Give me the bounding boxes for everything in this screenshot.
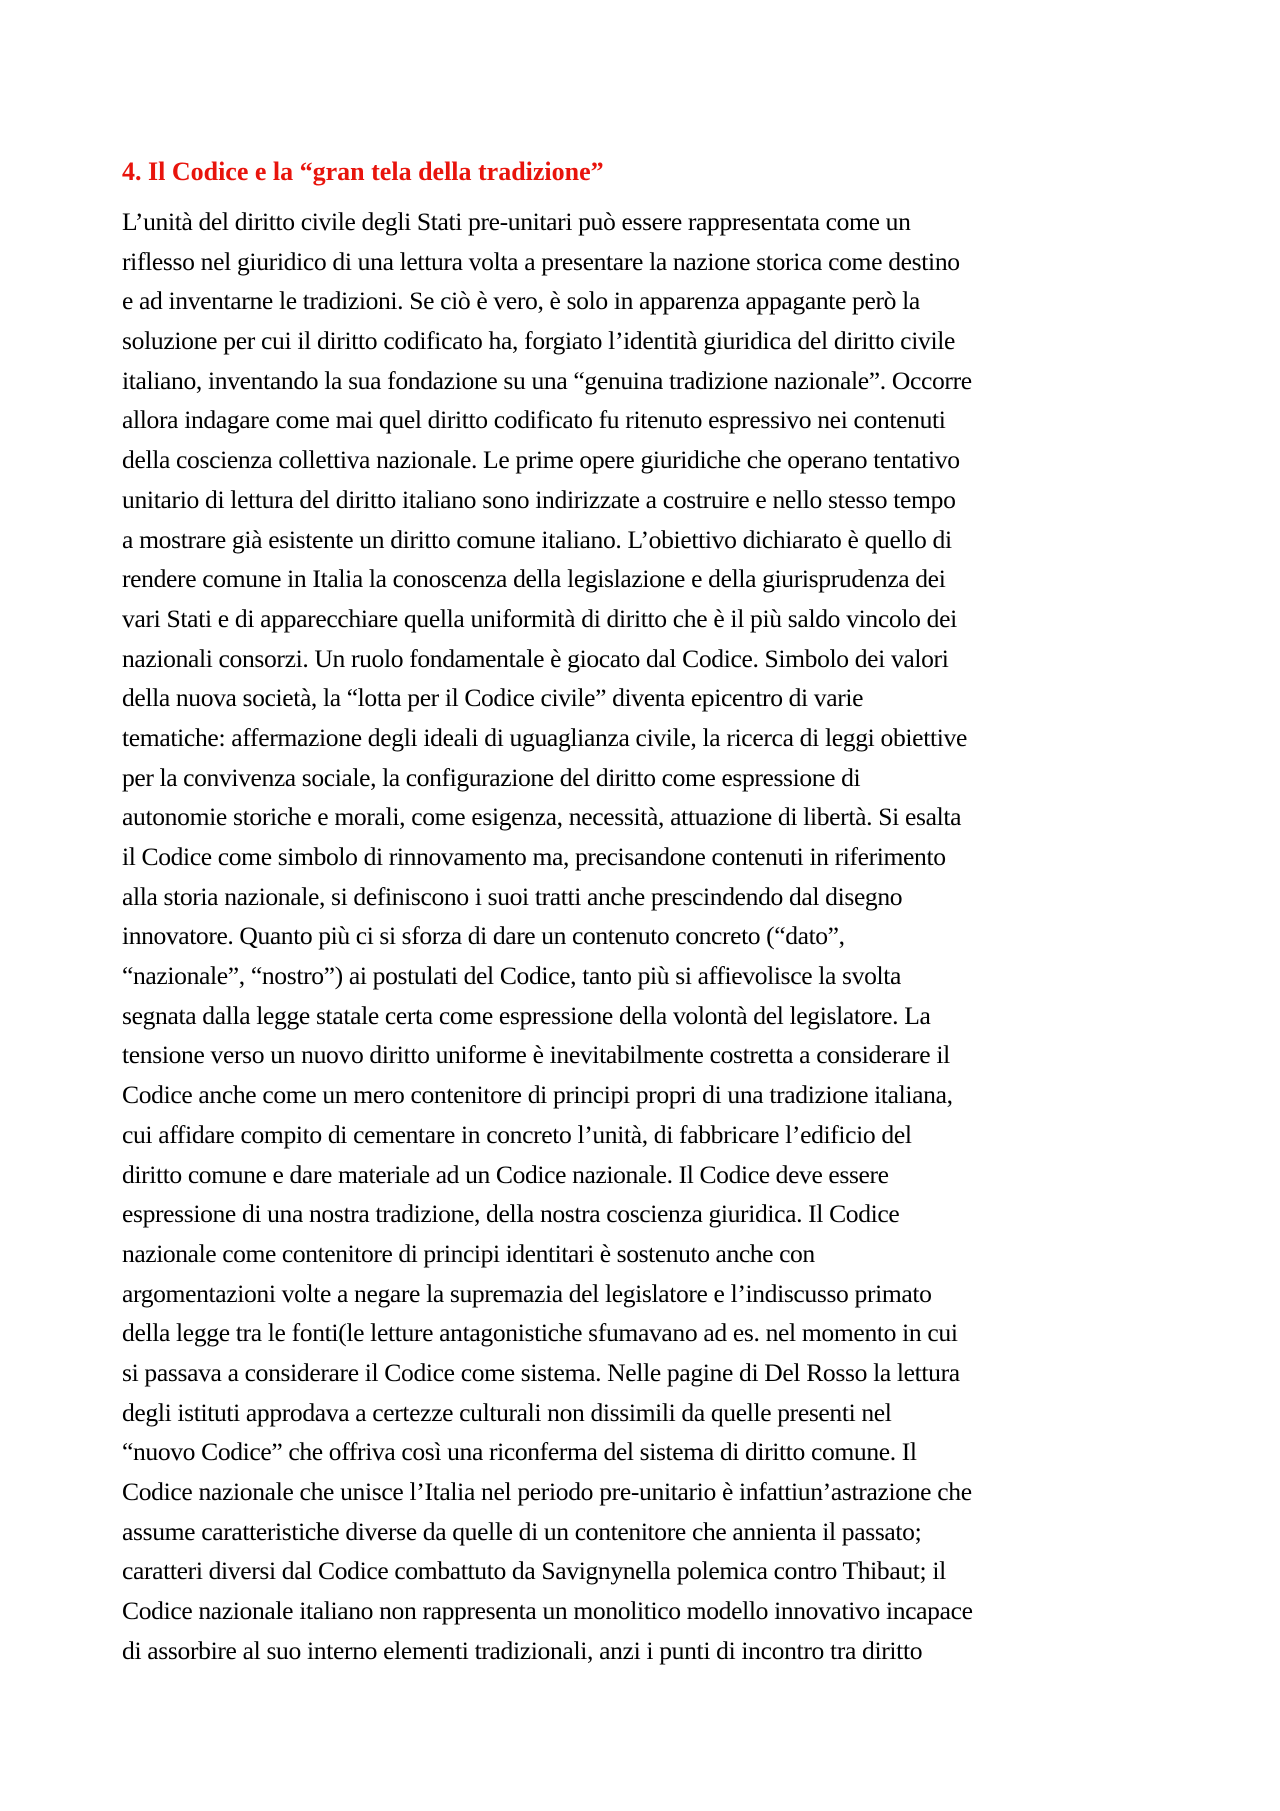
text-line: italiano, inventando la sua fondazione su una “genuina tradizione nazionale”. Occorre (122, 365, 972, 395)
text-line: a mostrare già esistente un diritto comune italiano. L’obiettivo dichiarato è quello di (122, 524, 952, 554)
text-line: argomentazioni volte a negare la supremazia del legislatore e l’indiscusso primato (122, 1278, 932, 1308)
text-line: nazionale come contenitore di principi identitari è sostenuto anche con (122, 1238, 815, 1268)
text-line: espressione di una nostra tradizione, della nostra coscienza giuridica. Il Codice (122, 1199, 900, 1229)
text-line: soluzione per cui il diritto codificato ha, forgiato l’identità giuridica del diritto civile (122, 326, 956, 356)
text-line: autonomie storiche e morali, come esigenza, necessità, attuazione di libertà. Si esalta (122, 802, 962, 832)
text-line: L’unità del diritto civile degli Stati pre-unitari può essere rappresentata come un (122, 207, 911, 236)
text-line: unitario di lettura del diritto italiano sono indirizzate a costruire e nello stesso tempo (122, 484, 956, 514)
text-line: “nuovo Codice” che offriva così una riconferma del sistema di diritto comune. Il (122, 1437, 917, 1467)
text-line: Codice nazionale italiano non rappresenta un monolitico modello innovativo incapace (122, 1596, 973, 1626)
body-paragraph (122, 202, 1182, 1670)
text-line: di assorbire al suo interno elementi tradizionali, anzi i punti di incontro tra diritto (122, 1635, 923, 1665)
text-line: nazionali consorzi. Un ruolo fondamentale è giocato dal Codice. Simbolo dei valori (122, 643, 949, 673)
section-heading: 4. Il Codice e la “gran tela della tradizione” (122, 157, 604, 186)
text-line: tensione verso un nuovo diritto uniforme è inevitabilmente costretta a considerare il (122, 1040, 950, 1070)
text-line: “nazionale”, “nostro”) ai postulati del Codice, tanto più si affievolisce la svolta (122, 961, 902, 991)
text-line: della coscienza collettiva nazionale. Le prime opere giuridiche che operano tentativo (122, 445, 960, 475)
text-line: si passava a considerare il Codice come sistema. Nelle pagine di Del Rosso la lettura (122, 1357, 960, 1387)
text-line: caratteri diversi dal Codice combattuto da Savignynella polemica contro Thibaut; il (122, 1556, 946, 1586)
text-line: innovatore. Quanto più ci si sforza di dare un contenuto concreto (“dato”, (122, 921, 845, 951)
text-line: allora indagare come mai quel diritto codificato fu ritenuto espressivo nei contenuti (122, 405, 946, 435)
text-line: assume caratteristiche diverse da quelle di un contenitore che annienta il passato; (122, 1516, 922, 1546)
text-line: della nuova società, la “lotta per il Codice civile” diventa epicentro di varie (122, 683, 864, 713)
text-line: segnata dalla legge statale certa come espressione della volontà del legislatore. La (122, 1000, 931, 1030)
text-line: degli istituti approdava a certezze culturali non dissimili da quelle presenti nel (122, 1397, 892, 1427)
text-line: vari Stati e di apparecchiare quella uniformità di diritto che è il più saldo vincolo dei (122, 603, 957, 633)
text-line: cui affidare compito di cementare in concreto l’unità, di fabbricare l’edificio del (122, 1119, 912, 1149)
text-line: Codice nazionale che unisce l’Italia nel periodo pre-unitario è infattiun’astrazione che (122, 1477, 972, 1506)
text-line: per la convivenza sociale, la configurazione del diritto come espressione di (122, 762, 861, 792)
text-line: diritto comune e dare materiale ad un Codice nazionale. Il Codice deve essere (122, 1159, 889, 1189)
text-line: rendere comune in Italia la conoscenza della legislazione e della giurisprudenza dei (122, 564, 946, 594)
text-line: alla storia nazionale, si definiscono i suoi tratti anche prescindendo dal disegno (122, 881, 903, 911)
text-line: e ad inventarne le tradizioni. Se ciò è vero, è solo in apparenza appagante però la (122, 286, 920, 316)
text-line: il Codice come simbolo di rinnovamento ma, precisandone contenuti in riferimento (122, 842, 946, 871)
text-line: Codice anche come un mero contenitore di principi propri di una tradizione italiana, (122, 1080, 953, 1110)
text-line: tematiche: affermazione degli ideali di uguaglianza civile, la ricerca di leggi obiettive (122, 722, 968, 752)
text-line: riflesso nel giuridico di una lettura volta a presentare la nazione storica come destino (122, 246, 960, 276)
text-line: della legge tra le fonti(le letture antagonistiche sfumavano ad es. nel momento in cui (122, 1318, 958, 1348)
